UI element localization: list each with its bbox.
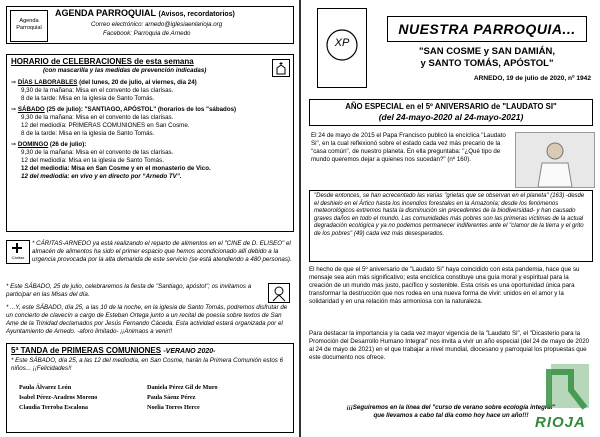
facebook-line: Facebook: Parroquia de Arnedo <box>103 30 191 37</box>
logo-line-1: Agenda <box>19 18 39 24</box>
pope-photo <box>515 132 595 188</box>
comuniones-title: 5ª TANDA de PRIMERAS COMUNIONES <box>11 346 162 355</box>
agenda-title: AGENDA PARROQUIAL <box>55 8 156 18</box>
horario-title: HORARIO de CELEBRACIONES de esta semana <box>11 57 194 66</box>
body-paragraph-1: El hecho de que el 5º aniversario de "Laudato Si" haya coincidido con esta pandemia, hace que su mensaje sea aún más significativo; esta encíclica constituye una guía moral y espiritual para la creación de un mundo más justo, pacífico y sostenible. Esta crisis es una oportunidad única para transformar la destrucción que nos rodea en una nueva forma de vivir: unidos en el amor y la solidaridad y en una relación más armoniosa con la naturaleza. <box>309 266 580 305</box>
horario-subtitle: (con mascarilla y las medidas de prevención indicadas) <box>43 67 207 74</box>
names-list <box>19 383 289 413</box>
caritas-logo-text: Cáritas <box>11 255 25 260</box>
sabado-line-1: 9,30 de la mañana: Misa en el convento de las clarisas. <box>21 114 174 121</box>
dias-head: DÍAS LABORABLES <box>17 79 78 86</box>
domingo-head: DOMINGO <box>17 141 49 148</box>
year-title: AÑO ESPECIAL en el 5º ANIVERSARIO de "LAUDATO SI" <box>345 102 557 111</box>
logo-letters: XP <box>334 37 350 49</box>
name-6: Noelia Torres Herce <box>147 404 200 411</box>
domingo-line-1: 9,30 de la mañana: Misa en el convento de las clarisas. <box>21 149 174 156</box>
masthead-title-box <box>387 16 587 42</box>
closing-line-2: que llevamos a cabo tal día como hoy hace un año!!! <box>373 412 529 419</box>
rioja-watermark <box>529 362 599 434</box>
logo-line-2: Parroquial <box>16 25 42 31</box>
intro-paragraph: El 24 de mayo de 2015 el Papa Francisco publicó la encíclica "Laudato Si", en la cual reflexionó sobre el estado cada vez más precario de la "casa común", de nuestro planeta. En ella preguntaba: "¿Qué tipo de mundo queremos dejar a quienes nos sucedan?" (nº 160). <box>311 132 506 163</box>
sabado-line-3: 8 de la tarde: Misa en la iglesia de Santo Tomás. <box>21 130 155 137</box>
closing-line-1: ¡¡¡Seguiremos en la línea del "curso de verano sobre ecología integral" <box>346 404 556 411</box>
name-3: Isabel Pérez-Aradros Moreno <box>19 394 98 401</box>
comuniones-title-tail: -VERANO 2020- <box>163 348 216 355</box>
domingo-line-4: 12 del mediodía: en vivo y en directo por “Arnedo TV”. <box>21 173 182 180</box>
name-5: Claudia Terroba Escalona <box>19 404 88 411</box>
agenda-subtitle: (Avisos, recordatorios) <box>158 11 235 18</box>
name-2: Daniela Pérez Gil de Muro <box>147 384 218 391</box>
parish-name <box>381 46 593 70</box>
name-1: Paula Álvarez León <box>19 384 72 391</box>
watermark-text: RIOJA <box>535 414 586 431</box>
church-icon <box>272 59 290 77</box>
domingo-dates: (26 de julio): <box>49 141 87 148</box>
dias-line-1: 9,30 de la mañana: Misa en el convento de las clarisas. <box>21 87 174 94</box>
concierto-paragraph: * ...Y, este SÁBADO, día 25, a las 10 de la noche, en la iglesia de Santo Tomás, podremos disfrutar de un concierto de clavecín a cargo de Esteban Ortega junto a un recital de poesía sobre textos de San Ame de la Trinidad declamados por Jesús Fernando Cáceda. Esta actividad estará organizada por el Ayuntamiento de Arnedo. -aforo limitado- ¡¡Animaos a venir!! <box>6 304 288 335</box>
parish-name-line-1: "SAN COSME y SAN DAMIÁN, <box>419 46 555 57</box>
santiago-icon <box>268 283 290 303</box>
right-page <box>301 0 600 437</box>
domingo-line-2: 12 del mediodía: Misa en la iglesia de Santo Tomás. <box>21 157 164 164</box>
sabado-dates: (25 de julio): "SANTIAGO, APÓSTOL" (horarios de los "sábados) <box>46 106 237 113</box>
quote-paragraph: "Desde entonces, se han acrecentado las varias "grietas que se observan en el planeta" (163) -desde el deshielo en el Ártico hasta los incendios forestales en la Amazonía; desde los fenómenos meteorológicos extremos hasta la disminución sin precedentes de la biodiversidad- y han causado graves daños en todo el mundo. Las comunidades más pobres son las primeras víctimas de la actual degradación ecológica y ya no podemos permanecer indiferentes ante el "clamor de la tierra y el grito de los pobres" (49) cada vez más desesperados. <box>314 193 585 237</box>
horario-box: HORARIO de CELEBRACIONES de esta semana (con mascarilla y las medidas de prevención indicadas) ⇒ DÍAS LABORABLES (del lunes, 20 de julio, al viernes, día 24) 9,30 de la mañana: Misa en el convento de las clarisas. 8 de la tarde: Misa en la iglesia de Santo Tomás. ⇒ SÁBADO (25 de julio): "SANTIAGO, APÓSTOL" (horarios de los "sábados) 9,30 de la mañana: Misa en el convento de las clarisas. 12 del mediodía: PRIMERAS COMUNIONES en San Cosme. 8 de la tarde: Misa en la iglesia de Santo Tomás. ⇒ DOMINGO (26 de julio): 9,30 de la mañana: Misa en el convento de las clarisas. 12 del mediodía: Misa en la iglesia de Santo Tomás. 12 del mediodía: Misa en San Cosme y en el monasterio de Vico. 12 del mediodía: en vivo y en directo por “Arnedo TV”. <box>6 54 294 232</box>
comuniones-box <box>6 343 294 433</box>
body-paragraph-2: Para destacar la importancia y la cada vez mayor vigencia de la "Laudato Si", el "Dicasterio para la Promoción del Desarrollo Humano Integral" nos invita a vivir un año especial (del 24 de mayo de 2020 al 24 de mayo de 2021) en el que trabajar a nivel mundial, diocesano y parroquial los propuestas que este documento nos ofrece. <box>309 330 590 361</box>
email-line: Correo electrónico: arnedo@iglesiaenlarioja.org <box>91 21 223 28</box>
domingo-line-3: 12 del mediodía: Misa en San Cosme y en el monasterio de Vico. <box>21 165 211 172</box>
caritas-paragraph: * CÁRITAS-ARNEDO ya está realizando el reparto de alimentos en el "CINE de D. ELISEO" el almacén de alimentos ha sido el primer espacio que hemos acondicionado allí debido a la urgencia provocada por la alta demanda de este servicio (se está atendiendo a 480 personas). <box>32 240 292 263</box>
dias-dates: (del lunes, 20 de julio, al viernes, día 24) <box>79 79 197 86</box>
agenda-header <box>6 6 294 44</box>
parish-logo <box>317 8 367 88</box>
parish-name-line-2: y SANTO TOMÁS, APÓSTOL" <box>420 58 554 69</box>
santiago-paragraph: * Este SÁBADO, 25 de julio, celebraremos la fiesta de "Santiago, apóstol"; os invitamos a participar en las Misas del día. <box>6 283 252 298</box>
sabado-head: SÁBADO <box>17 106 45 113</box>
comuniones-paragraph: * Este SÁBADO, día 25, a las 12 del mediodía, en San Cosme, harán la Primera Comunión estos 6 niños... ¡¡Felicidades!! <box>11 357 284 372</box>
sabado-line-2: 12 del mediodía: PRIMERAS COMUNIONES en San Cosme. <box>21 122 190 129</box>
caritas-logo <box>6 240 30 264</box>
left-page <box>0 0 299 437</box>
issue-date: ARNEDO, 19 de julio de 2020, nº 1942 <box>473 75 591 82</box>
year-title-box <box>309 99 593 126</box>
quote-box <box>309 190 593 262</box>
year-subtitle: (del 24-mayo-2020 al 24-mayo-2021) <box>378 112 524 122</box>
dias-line-2: 8 de la tarde: Misa en la iglesia de Santo Tomás. <box>21 95 155 102</box>
name-4: Paula Sáenz Pérez <box>147 394 196 401</box>
masthead-title: NUESTRA PARROQUIA... <box>398 21 576 37</box>
agenda-logo <box>10 10 48 42</box>
